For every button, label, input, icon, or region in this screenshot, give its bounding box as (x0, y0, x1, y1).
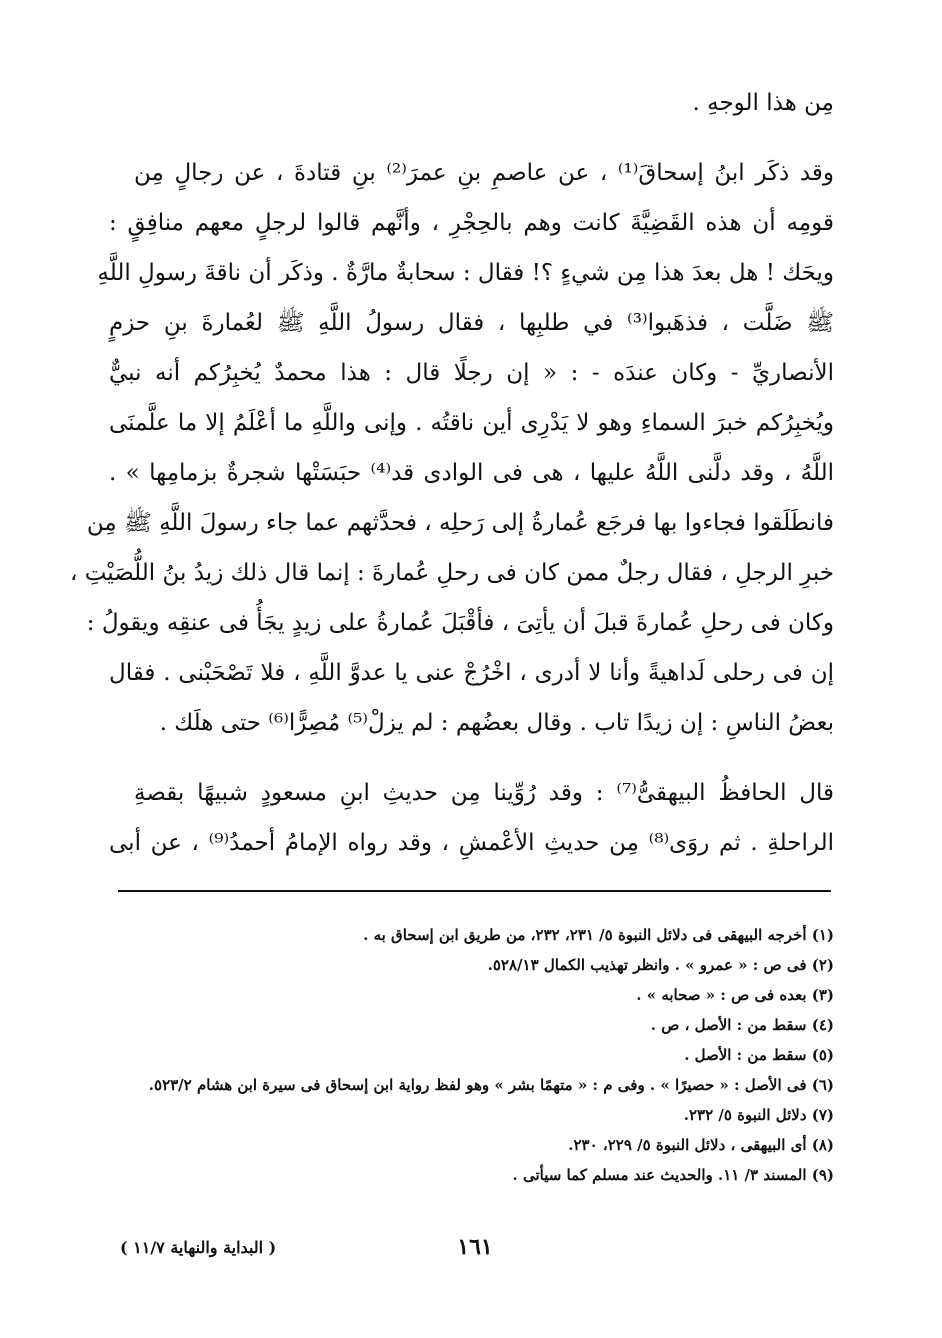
body-line: قال الحافظُ البيهقىُّ⁽⁷⁾ : وقد رُوِّينا مِن حديثِ ابنِ مسعودٍ شبيهًا بقصةِ (134, 780, 834, 806)
book-reference: ( البداية والنهاية ١١/٧ ) (120, 1238, 277, 1257)
body-line: بعضُ الناسِ : إن زيدًا تاب . وقال بعضُهم : لم يزلْ⁽⁵⁾ مُصِرًّا⁽⁶⁾ حتى هلَك . (159, 710, 834, 736)
footnote: (٢) فى ص : « عمرو » . وانظر تهذيب الكمال ٥٢٨/١٣. (487, 956, 834, 974)
body-line: مِن هذا الوجهِ . (692, 90, 834, 116)
footnote: (٨) أى البيهقى ، دلائل النبوة ٥/ ٢٢٩، ٢٣٠. (568, 1136, 834, 1154)
footnote: (١) أخرجه البيهقى فى دلائل النبوة ٥/ ٢٣١، ٢٣٢، من طريق ابن إسحاق به . (363, 926, 834, 944)
footnote: (٤) سقط من : الأصل ، ص . (650, 1016, 834, 1034)
body-line: ويحَك ! هل بعدَ هذا مِن شيءٍ ؟! فقال : سحابةٌ مارَّةٌ . وذكَر أن ناقةَ رسولِ اللَّهِ (97, 260, 834, 286)
body-line: الراحلةِ . ثم روَى⁽⁸⁾ مِن حديثِ الأعْمشِ ، وقد رواه الإمامُ أحمدُ⁽⁹⁾ ، عن أبى (109, 830, 834, 856)
body-line: فانطَلَقوا فجاءوا بها فرجَع عُمارةُ إلى رَحلِه ، فحدَّثهم عما جاء رسولَ اللَّهِ ﷺ مِن (86, 510, 834, 536)
page-number: ١٦١ (457, 1234, 493, 1260)
body-line: قومِه أن هذه القَضِيَّةَ كانت وهم بالحِجْرِ ، وأنَّهم قالوا لرجلٍ معهم منافِقٍ : (109, 210, 834, 236)
footnote: (٣) بعده فى ص : « صحابه » . (636, 986, 834, 1004)
body-line: وكان فى رحلِ عُمارةَ قبلَ أن يأتِىَ ، فأقْبَلَ عُمارةُ على زيدٍ يجَأُ فى عنقِه ويقولُ : (86, 610, 834, 636)
body-line: الأنصاريِّ - وكان عندَه - : « إن رجلًا قال : هذا محمدٌ يُخبِرُكم أنه نبيٌّ (109, 360, 834, 386)
footnote: (٩) المسند ٣/ ١١. والحديث عند مسلم كما سيأتى . (512, 1166, 834, 1184)
body-line: وقد ذكَر ابنُ إسحاقَ⁽¹⁾ ، عن عاصمِ بنِ عمرَ⁽²⁾ بنِ قتادةَ ، عن رجالٍ مِن (134, 160, 834, 186)
footnote: (٦) فى الأصل : « حصيرًا » . وفى م : « متهمًا بشر » وهو لفظ رواية ابن إسحاق فى سيرة ابن هشام ٥٢٣/٢. (148, 1076, 834, 1094)
footnote: (٥) سقط من : الأصل . (684, 1046, 834, 1064)
body-line: إن فى رحلى لَداهيةً وأنا لا أدرى ، اخْرُجْ عنى يا عدوَّ اللَّهِ ، فلا تَصْحَبْنى . فقال (109, 660, 834, 686)
footnote: (٧) دلائل النبوة ٥/ ٢٣٢. (683, 1106, 834, 1124)
body-line: ويُخبِرُكم خبرَ السماءِ وهو لا يَدْرِى أين ناقتُه . وإنى واللَّهِ ما أعْلَمُ إلا ما علَّمنَى (109, 410, 834, 436)
body-line: خبرِ الرجلِ ، فقال رجلٌ ممن كان فى رحلِ عُمارةَ : إنما قال ذلك زيدُ بنُ اللُّصَيْتِ ، (69, 560, 834, 586)
body-line: ﷺ ضَلَّت ، فذهَبوا⁽³⁾ في طلبِها ، فقال رسولُ اللَّهِ ﷺ لعُمارةَ بنِ حزمٍ (109, 310, 834, 336)
body-line: اللَّهُ ، وقد دلَّنى اللَّهُ عليها ، هى فى الوادى قد⁽⁴⁾ حبَسَتْها شجرةٌ بزمامِها » . (109, 460, 834, 486)
footnote-separator (118, 890, 831, 892)
